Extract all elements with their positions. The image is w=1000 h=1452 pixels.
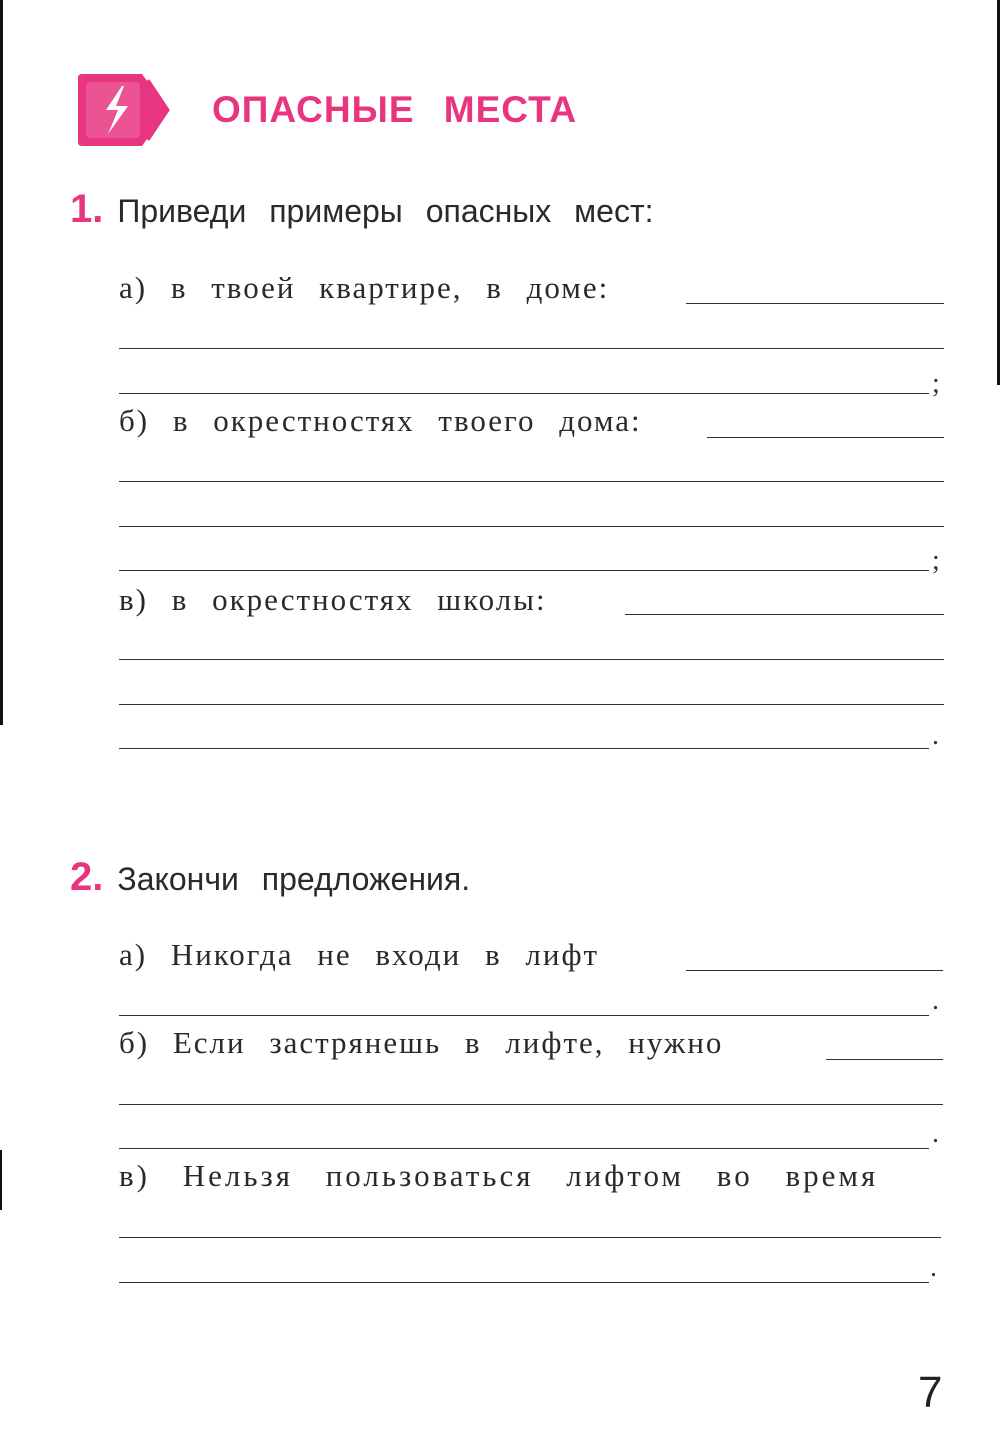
answer-line[interactable] [119,348,944,349]
answer-line[interactable] [686,970,943,971]
task-number: 1. [70,187,104,231]
answer-line[interactable] [707,437,944,438]
answer-line[interactable] [119,1237,941,1238]
answer-line[interactable] [686,303,944,304]
line-end-mark: ; [932,368,940,399]
answer-line[interactable] [119,393,929,394]
task-1b-label: б) в окрестностях твоего дома: [119,403,642,438]
answer-line[interactable] [119,570,929,571]
answer-line[interactable] [826,1059,943,1060]
answer-line[interactable] [119,1282,929,1283]
page-number: 7 [918,1368,943,1417]
section-header [76,72,577,148]
answer-line[interactable] [119,526,944,527]
task-2b-label: б) Если застрянешь в лифте, нужно [119,1025,724,1060]
task-1a-label: а) в твоей квартире, в доме: [119,270,610,305]
task-2-heading [70,855,470,900]
answer-line[interactable] [119,481,944,482]
task-1v-label: в) в окрестностях школы: [119,582,547,617]
task-number: 2. [70,855,104,899]
answer-line[interactable] [119,1015,929,1016]
task-1-heading [70,187,654,232]
page-title: ОПАСНЫЕ МЕСТА [212,89,578,130]
answer-line[interactable] [625,614,944,615]
line-end-mark: ; [932,545,940,576]
answer-line[interactable] [119,1148,929,1149]
lightning-sign-icon [76,72,172,148]
answer-line[interactable] [119,659,944,660]
answer-line[interactable] [119,704,944,705]
line-end-mark: . [932,720,939,751]
line-end-mark: . [932,985,939,1016]
scan-edge-left-lower [0,1150,2,1210]
answer-line[interactable] [119,1104,943,1105]
line-end-mark: . [932,1118,939,1149]
task-instruction: Приведи примеры опасных мест: [117,193,654,229]
answer-line[interactable] [119,748,929,749]
task-2a-label: а) Никогда не входи в лифт [119,937,600,972]
scan-edge-left [0,0,3,725]
task-instruction: Закончи предложения. [117,861,471,897]
line-end-mark: . [930,1252,937,1283]
task-2v-label: в) Нельзя пользоваться лифтом во время [119,1158,879,1193]
